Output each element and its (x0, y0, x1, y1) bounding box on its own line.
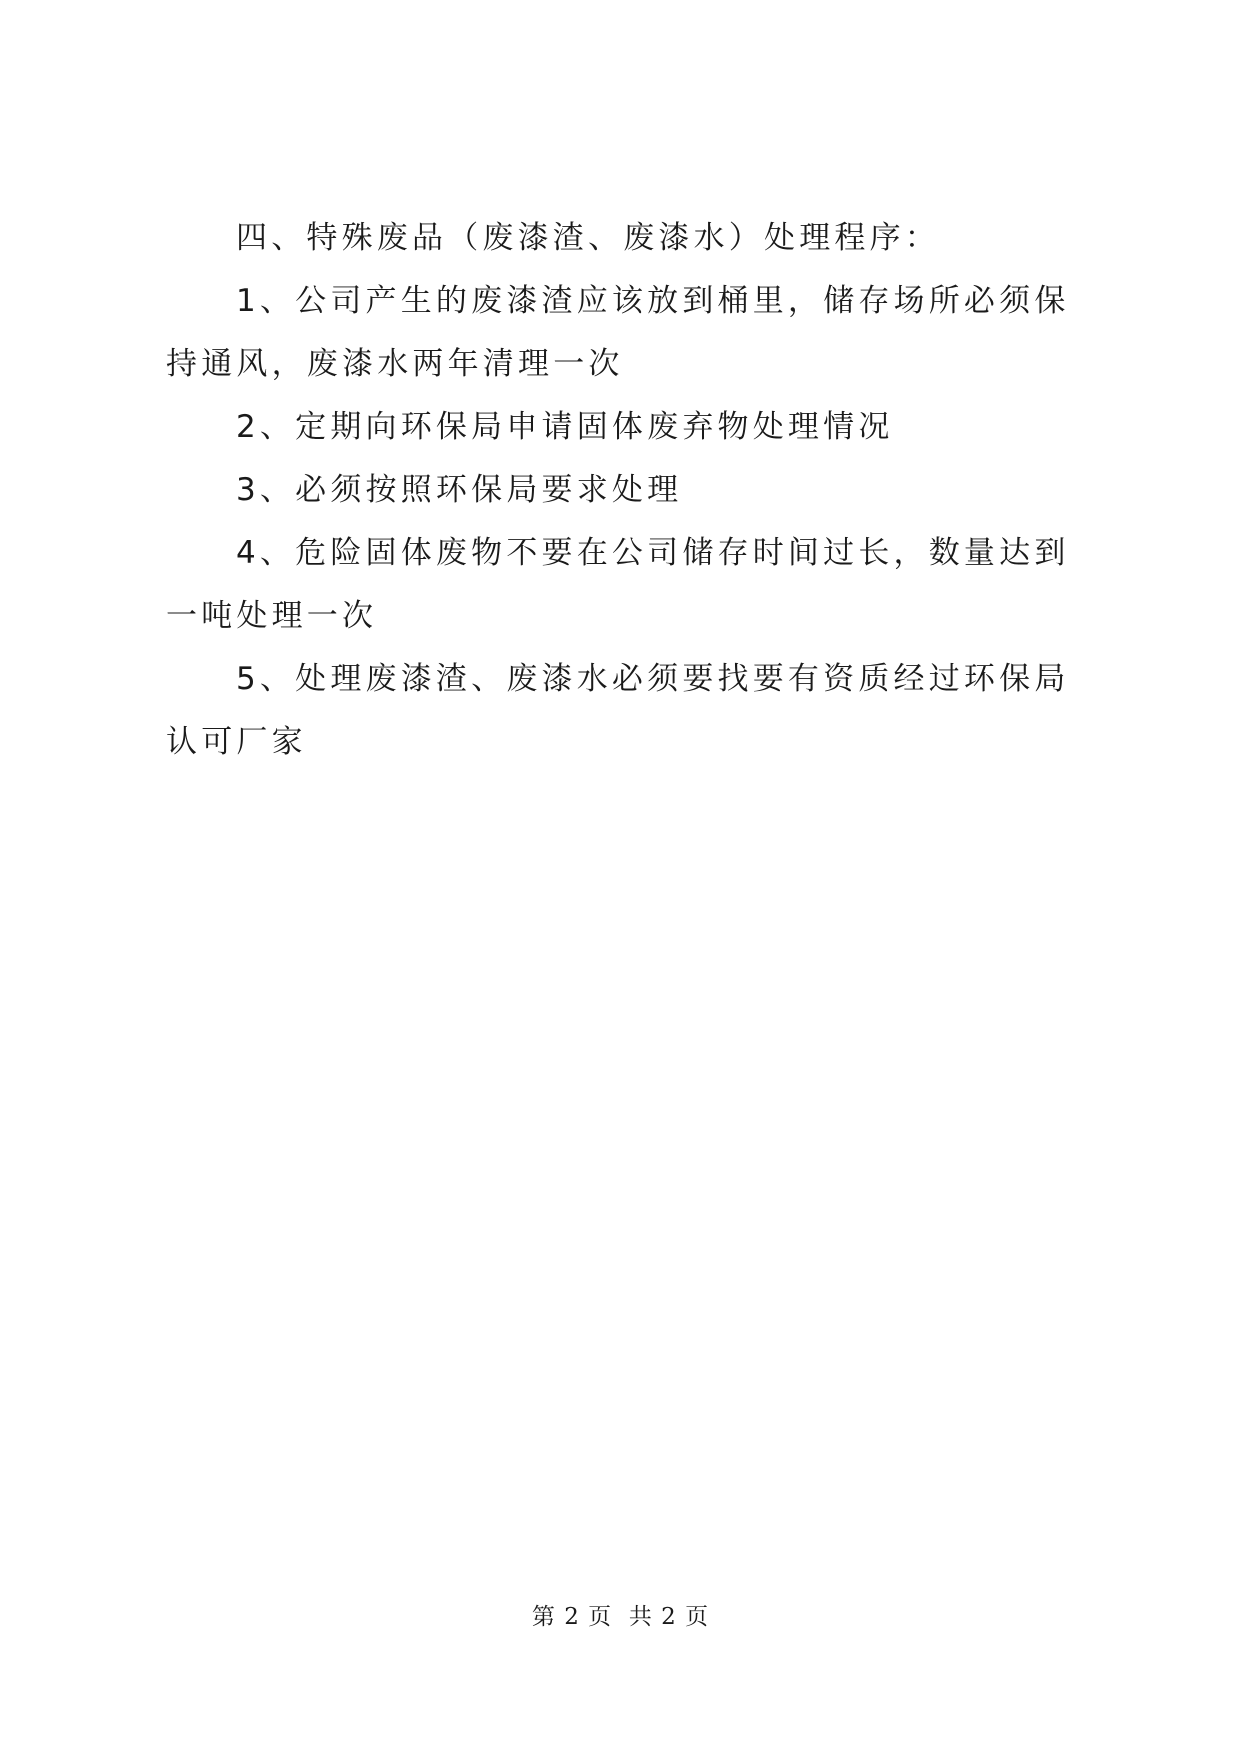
page-footer (0, 1598, 1241, 1631)
document-body (166, 207, 1086, 774)
section-heading: 四、特殊废品（废漆渣、废漆水）处理程序： (236, 220, 940, 256)
page-number: 第 2 页 (531, 1604, 613, 1630)
list-item-4: 4、危险固体废物不要在公司储存时间过长，数量达到一吨处理一次 (166, 535, 1070, 634)
page-total: 共 2 页 (628, 1604, 710, 1630)
list-item-5: 5、处理废漆渣、废漆水必须要找要有资质经过环保局认可厂家 (166, 661, 1070, 760)
list-item-2: 2、定期向环保局申请固体废弃物处理情况 (236, 409, 894, 445)
list-item-3: 3、必须按照环保局要求处理 (236, 472, 683, 508)
list-item-1: 1、公司产生的废漆渣应该放到桶里，储存场所必须保持通风，废漆水两年清理一次 (166, 283, 1070, 382)
